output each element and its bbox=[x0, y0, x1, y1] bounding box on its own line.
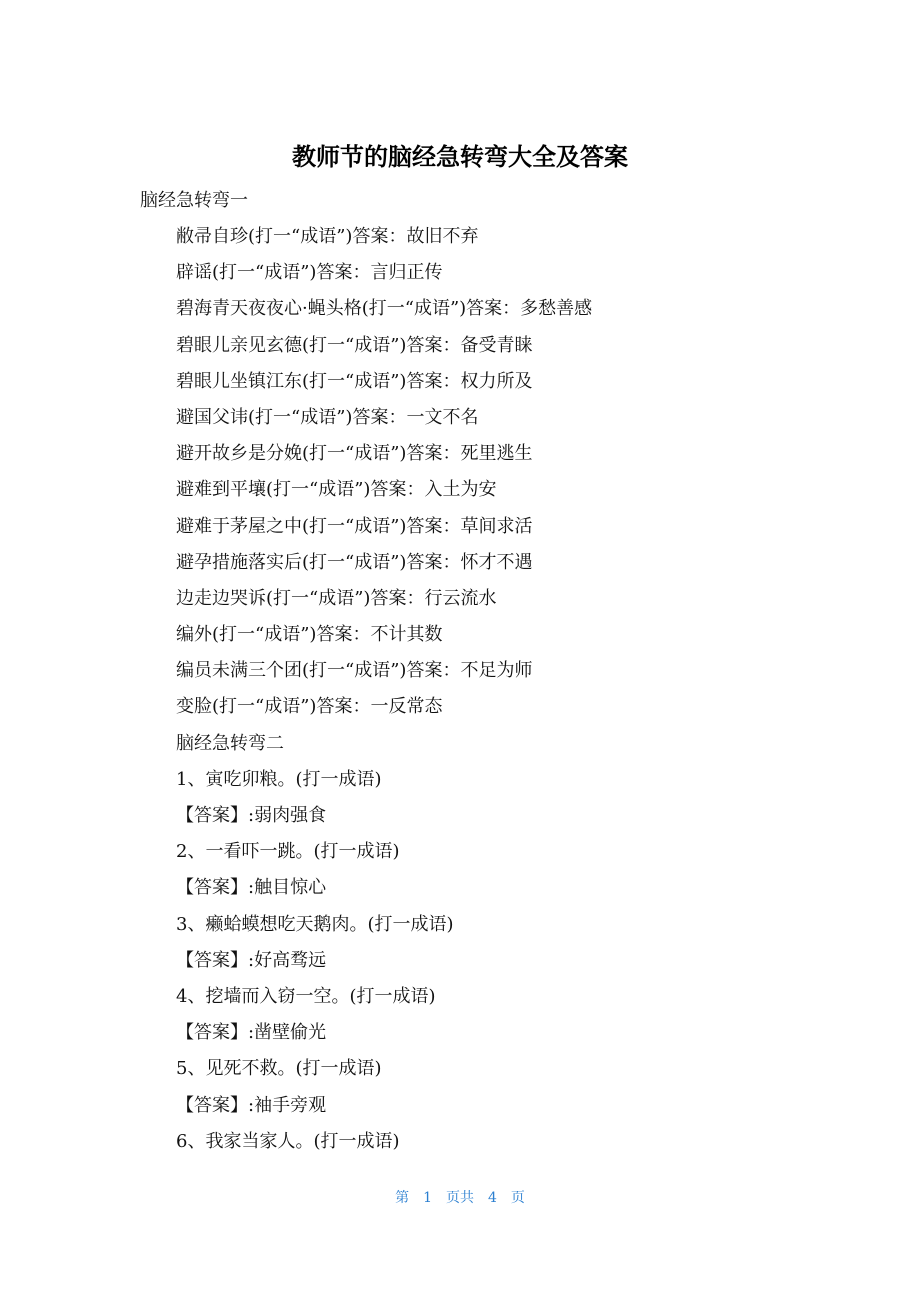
question-line: 4、挖墙而入窃一空。(打一成语) bbox=[176, 985, 436, 1007]
document-body bbox=[176, 224, 876, 1165]
text-line: 避开故乡是分娩(打一“成语”)答案：死里逃生 bbox=[176, 443, 533, 465]
text-line: 避难于茅屋之中(打一“成语”)答案：草间求活 bbox=[176, 515, 533, 537]
total-pages-number: 4 bbox=[488, 1190, 497, 1206]
text-line: 敝帚自珍(打一“成语”)答案：故旧不弃 bbox=[176, 226, 479, 247]
document-title: 教师节的脑经急转弯大全及答案 bbox=[292, 143, 628, 171]
question-line: 2、一看吓一跳。(打一成语) bbox=[176, 841, 400, 863]
question-line: 3、癞蛤蟆想吃天鹅肉。(打一成语) bbox=[176, 913, 454, 935]
text-line: 避孕措施落实后(打一“成语”)答案：怀才不遇 bbox=[176, 551, 533, 573]
answer-line: 【答案】:好高骛远 bbox=[176, 949, 327, 971]
answer-line: 【答案】:凿壁偷光 bbox=[176, 1022, 327, 1044]
text-line: 碧海青天夜夜心·蝇头格(打一“成语”)答案：多愁善感 bbox=[176, 298, 593, 320]
section-heading-1: 脑经急转弯一 bbox=[140, 190, 248, 211]
text-line: 编外(打一“成语”)答案：不计其数 bbox=[176, 624, 443, 646]
text-line: 辟谣(打一“成语”)答案：言归正传 bbox=[176, 262, 443, 284]
text-line: 编员未满三个团(打一“成语”)答案：不足为师 bbox=[176, 660, 533, 682]
section-heading-2: 脑经急转弯二 bbox=[176, 732, 284, 754]
page-label-suffix: 页 bbox=[510, 1190, 525, 1206]
question-line: 1、寅吃卯粮。(打一成语) bbox=[176, 768, 382, 790]
text-line: 碧眼儿亲见玄德(打一“成语”)答案：备受青睐 bbox=[176, 334, 533, 356]
answer-line: 【答案】:触目惊心 bbox=[176, 877, 327, 899]
text-line: 边走边哭诉(打一“成语”)答案：行云流水 bbox=[176, 587, 497, 609]
text-line: 避国父讳(打一“成语”)答案：一文不名 bbox=[176, 406, 479, 428]
page-label-prefix: 第 bbox=[395, 1190, 410, 1206]
text-line: 变脸(打一“成语”)答案：一反常态 bbox=[176, 696, 443, 718]
text-line: 碧眼儿坐镇江东(打一“成语”)答案：权力所及 bbox=[176, 370, 533, 392]
question-line: 5、见死不救。(打一成语) bbox=[176, 1058, 382, 1080]
current-page-number: 1 bbox=[423, 1190, 432, 1206]
page-label-mid: 页共 bbox=[446, 1190, 474, 1206]
question-line: 6、我家当家人。(打一成语) bbox=[176, 1130, 400, 1152]
answer-line: 【答案】:袖手旁观 bbox=[176, 1094, 327, 1116]
text-line: 避难到平壤(打一“成语”)答案：入土为安 bbox=[176, 479, 497, 501]
answer-line: 【答案】:弱肉强食 bbox=[176, 805, 327, 826]
page-footer bbox=[0, 1188, 920, 1208]
